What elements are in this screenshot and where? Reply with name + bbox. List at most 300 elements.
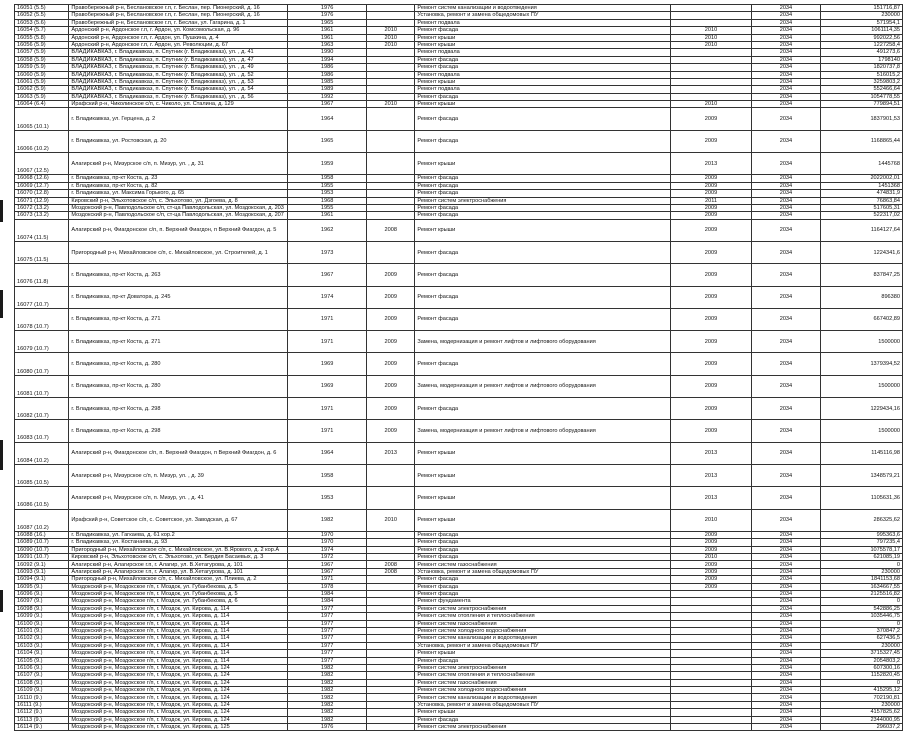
planned-start-cell: 2011 [670,197,751,204]
last-repair-year-cell [367,49,415,56]
work-type-cell: Ремонт подвала [415,19,671,26]
table-row [15,286,903,308]
work-type-cell: Ремонт фасада [415,657,671,664]
row-id-cell: 16073 (13.2) [15,212,69,219]
cost-cell: 415295,12 [820,687,902,694]
address-cell: Ирафский р-н, Чиколинское с/п, с. Чиколо, ул. Сталина, д. 129 [69,101,288,108]
last-repair-year-cell [367,620,415,627]
table-row [15,219,903,241]
build-year-cell: 1967 [288,101,367,108]
scan-edge-mark [0,590,3,612]
planned-start-cell [670,701,751,708]
work-type-cell: Ремонт фасада [415,93,671,100]
work-type-cell: Ремонт крыши [415,78,671,85]
work-type-cell: Ремонт фундамента [415,598,671,605]
build-year-cell: 1965 [288,19,367,26]
planned-end-cell: 2034 [752,687,821,694]
address-cell: Моздокский р-н, Моздокское г/п, г. Моздок, ул. Кирова, д. 114 [69,635,288,642]
planned-end-cell: 2034 [752,672,821,679]
row-id-cell: 16094 (9.1) [15,576,69,583]
planned-start-cell: 2009 [670,583,751,590]
planned-end-cell: 2034 [752,78,821,85]
work-type-cell: Ремонт систем электроснабжения [415,605,671,612]
cost-cell: 1798140 [820,56,902,63]
table-row [15,331,903,353]
cost-cell: 1500000 [820,375,902,397]
work-type-cell: Ремонт систем электроснабжения [415,197,671,204]
build-year-cell: 1958 [288,175,367,182]
build-year-cell: 1964 [288,108,367,130]
address-cell: Алагирский р-н, Фиагдонское с/п, п. Верхний Фиагдон, п Верхний Фиагдон, д. 6 [69,442,288,464]
planned-start-cell: 2009 [670,420,751,442]
work-type-cell: Ремонт крыши [415,34,671,41]
last-repair-year-cell [367,464,415,486]
work-type-cell: Ремонт крыши [415,153,671,175]
last-repair-year-cell [367,56,415,63]
planned-end-cell: 2034 [752,554,821,561]
planned-start-cell: 2013 [670,442,751,464]
planned-end-cell: 2034 [752,175,821,182]
build-year-cell: 1965 [288,130,367,152]
address-cell: Моздокский р-н, Павлодольское с/п, ст-ца Павлодольская, ул. Моздокская, д. 207 [69,212,288,219]
row-id-cell: 16107 (9.) [15,672,69,679]
last-repair-year-cell [367,5,415,12]
table-row [15,175,903,182]
address-cell: Моздокский р-н, Павлодольское с/п, ст-ца Павлодольская, ул. Моздокская, д. 203 [69,204,288,211]
last-repair-year-cell [367,679,415,686]
planned-end-cell: 2034 [752,583,821,590]
table-row [15,101,903,108]
cost-cell: 571954,1 [820,19,902,26]
last-repair-year-cell [367,657,415,664]
planned-start-cell: 2009 [670,398,751,420]
table-row [15,12,903,19]
address-cell: г. Владикавказ, пр-кт Доватора, д. 245 [69,286,288,308]
address-cell: г. Владикавказ, пр-кт Коста, д. 298 [69,420,288,442]
planned-end-cell: 2034 [752,331,821,353]
build-year-cell: 1968 [288,197,367,204]
last-repair-year-cell: 2009 [367,420,415,442]
planned-end-cell: 2034 [752,101,821,108]
cost-cell: 779894,51 [820,101,902,108]
address-cell: г. Владикавказ, ул. Максима Горького, д. 65 [69,190,288,197]
work-type-cell: Ремонт крыши [415,101,671,108]
planned-end-cell: 2034 [752,242,821,264]
last-repair-year-cell: 2010 [367,509,415,531]
table-row [15,687,903,694]
address-cell: Ардонский р-н, Ардонское г.п, г. Ардон, ул. Комсомольская, д. 96 [69,27,288,34]
work-type-cell: Ремонт крыши [415,650,671,657]
table-row [15,679,903,686]
build-year-cell: 1989 [288,86,367,93]
work-type-cell: Ремонт крыши [415,709,671,716]
row-id-cell: 16054 (5.7) [15,27,69,34]
work-type-cell: Ремонт крыши [415,442,671,464]
cost-cell: 517605,31 [820,204,902,211]
last-repair-year-cell [367,724,415,731]
work-type-cell: Ремонт систем электроснабжения [415,664,671,671]
cost-cell: 995363,6 [820,531,902,538]
cost-cell: 1168865,44 [820,130,902,152]
last-repair-year-cell [367,694,415,701]
address-cell: Алагирский р-н, Мизурское с/п, п. Мизур, ул. , д. 41 [69,487,288,509]
work-type-cell: Ремонт фасада [415,286,671,308]
cost-cell: 230000 [820,642,902,649]
planned-start-cell [670,71,751,78]
planned-end-cell: 2034 [752,212,821,219]
build-year-cell: 1967 [288,568,367,575]
build-year-cell: 1961 [288,34,367,41]
cost-cell: 1451368 [820,182,902,189]
last-repair-year-cell: 2009 [367,353,415,375]
work-type-cell: Ремонт фасада [415,108,671,130]
build-year-cell: 1963 [288,41,367,48]
cost-cell: 1152820,45 [820,672,902,679]
row-id-cell: 16091 (10.7) [15,554,69,561]
row-id-cell: 16089 (10.7) [15,539,69,546]
table-row [15,242,903,264]
cost-cell: 1500000 [820,420,902,442]
planned-start-cell: 2010 [670,41,751,48]
cost-cell: 797235,4 [820,539,902,546]
cost-cell: 1105631,36 [820,487,902,509]
address-cell: Алагирский р-н, Алагирское г.п, г. Алагир, ул. В.Хетагурова, д. 101 [69,568,288,575]
table-row [15,130,903,152]
work-type-cell: Ремонт фасада [415,264,671,286]
table-row [15,487,903,509]
cost-cell: 1500000 [820,331,902,353]
build-year-cell: 1971 [288,308,367,330]
build-year-cell: 1973 [288,242,367,264]
planned-start-cell [670,64,751,71]
last-repair-year-cell: 2010 [367,101,415,108]
planned-start-cell [670,19,751,26]
last-repair-year-cell [367,242,415,264]
build-year-cell: 1969 [288,375,367,397]
planned-start-cell: 2009 [670,219,751,241]
last-repair-year-cell [367,64,415,71]
last-repair-year-cell [367,531,415,538]
planned-start-cell: 2009 [670,531,751,538]
table-row [15,672,903,679]
address-cell: Кировский р-н, Эльхотовское с/п, с. Эльхотово, ул. Дзгоева, д. 8 [69,197,288,204]
last-repair-year-cell [367,672,415,679]
planned-start-cell [670,49,751,56]
planned-start-cell: 2009 [670,212,751,219]
planned-end-cell: 2034 [752,716,821,723]
scan-edge-mark [0,290,3,318]
build-year-cell: 1974 [288,546,367,553]
table-row [15,41,903,48]
row-id-cell: 16060 (5.9) [15,71,69,78]
cost-cell: 491273,6 [820,49,902,56]
work-type-cell: Ремонт фасада [415,546,671,553]
row-id-cell: 16067 (12.5) [15,153,69,175]
cost-cell: 667402,89 [820,308,902,330]
row-id-cell: 16096 (9.) [15,590,69,597]
address-cell: Моздокский р-н, Моздокское г/п, г. Моздок, ул. Губанбекова, д. 6 [69,598,288,605]
planned-start-cell [670,605,751,612]
planned-start-cell: 2009 [670,286,751,308]
address-cell: Моздокский р-н, Моздокское г/п, г. Моздок, ул. Кирова, д. 124 [69,672,288,679]
planned-end-cell: 2034 [752,598,821,605]
row-id-cell: 16085 (10.5) [15,464,69,486]
work-type-cell: Ремонт систем отопления и теплоснабжения [415,672,671,679]
work-type-cell: Ремонт крыши [415,464,671,486]
build-year-cell: 1984 [288,598,367,605]
build-year-cell: 1977 [288,657,367,664]
cost-cell: 1634667,55 [820,583,902,590]
address-cell: г. Владикавказ, пр-кт Коста, д. 82 [69,182,288,189]
address-cell: Ардонский р-н, Ардонское г.п, г. Ардон, ул. Пушкина, д. 4 [69,34,288,41]
build-year-cell: 1982 [288,716,367,723]
cost-cell: 1837901,53 [820,108,902,130]
work-type-cell: Ремонт фасада [415,212,671,219]
planned-end-cell: 2034 [752,56,821,63]
row-id-cell: 16109 (9.) [15,687,69,694]
row-id-cell: 16105 (9.) [15,657,69,664]
address-cell: Моздокский р-н, Моздокское г/п, г. Моздок, ул. Губанбекова, д. 5 [69,583,288,590]
table-row [15,78,903,85]
build-year-cell: 1978 [288,583,367,590]
planned-start-cell [670,627,751,634]
row-id-cell: 16092 (9.1) [15,561,69,568]
row-id-cell: 16076 (11.8) [15,264,69,286]
planned-start-cell [670,86,751,93]
row-id-cell: 16075 (11.5) [15,242,69,264]
cost-cell: 474831,9 [820,190,902,197]
table-row [15,190,903,197]
table-row [15,657,903,664]
table-row [15,554,903,561]
build-year-cell: 1986 [288,71,367,78]
table-row [15,375,903,397]
planned-start-cell: 2009 [670,375,751,397]
build-year-cell: 1953 [288,487,367,509]
work-type-cell: Ремонт систем газоснабжения [415,679,671,686]
row-id-cell: 16111 (9.) [15,701,69,708]
work-type-cell: Ремонт систем газоснабжения [415,620,671,627]
work-type-cell: Ремонт фасада [415,576,671,583]
address-cell: Моздокский р-н, Моздокское г/п, г. Моздок, ул. Кирова, д. 124 [69,701,288,708]
work-type-cell: Ремонт подвала [415,49,671,56]
work-type-cell: Ремонт подвала [415,71,671,78]
row-id-cell: 16079 (10.7) [15,331,69,353]
address-cell: г. Владикавказ, ул. Костанаева, д. 93 [69,539,288,546]
last-repair-year-cell [367,19,415,26]
last-repair-year-cell: 2009 [367,308,415,330]
last-repair-year-cell [367,78,415,85]
table-row [15,64,903,71]
table-row [15,509,903,531]
planned-end-cell: 2034 [752,664,821,671]
cost-cell: 1445768 [820,153,902,175]
planned-end-cell: 2034 [752,576,821,583]
row-id-cell: 16088 (16.) [15,531,69,538]
table-row [15,627,903,634]
address-cell: г. Владикавказ, пр-кт Коста, д. 271 [69,331,288,353]
planned-end-cell: 2034 [752,12,821,19]
cost-cell: 1348579,21 [820,464,902,486]
address-cell: г. Владикавказ, ул. Гагкаева, д. 61 кор.2 [69,531,288,538]
build-year-cell: 1977 [288,635,367,642]
planned-start-cell [670,613,751,620]
table-row [15,635,903,642]
row-id-cell: 16084 (10.2) [15,442,69,464]
planned-start-cell [670,635,751,642]
last-repair-year-cell [367,613,415,620]
address-cell: Пригородный р-н, Михайловское с/п, с. Михайловское, ул. Плиева, д. 2 [69,576,288,583]
planned-end-cell: 2034 [752,153,821,175]
last-repair-year-cell [367,554,415,561]
planned-start-cell [670,664,751,671]
last-repair-year-cell: 2008 [367,568,415,575]
planned-end-cell: 2034 [752,657,821,664]
last-repair-year-cell: 2009 [367,264,415,286]
planned-start-cell: 2009 [670,539,751,546]
cost-cell: 0 [820,598,902,605]
last-repair-year-cell: 2008 [367,219,415,241]
planned-end-cell: 2034 [752,182,821,189]
work-type-cell: Замена, модернизация и ремонт лифтов и лифтового оборудования [415,375,671,397]
address-cell: г. Владикавказ, ул. Ростовская, д. 20 [69,130,288,152]
row-id-cell: 16102 (9.) [15,635,69,642]
address-cell: Моздокский р-н, Моздокское г/п, г. Моздок, ул. Кирова, д. 124 [69,664,288,671]
cost-cell: 627436,5 [820,635,902,642]
table-row [15,264,903,286]
row-id-cell: 16093 (9.1) [15,568,69,575]
planned-end-cell: 2034 [752,464,821,486]
work-type-cell: Ремонт фасада [415,130,671,152]
row-id-cell: 16106 (9.) [15,664,69,671]
build-year-cell: 1986 [288,64,367,71]
address-cell: Правобережный р-н, Беслановское г.п, г. Беслан, пер. Пионерский, д. 16 [69,5,288,12]
planned-start-cell: 2009 [670,108,751,130]
build-year-cell: 1971 [288,398,367,420]
last-repair-year-cell [367,12,415,19]
planned-end-cell: 2034 [752,642,821,649]
planned-start-cell: 2010 [670,554,751,561]
address-cell: Правобережный р-н, Беслановское г.п, г. Беслан, пер. Пионерский, д. 16 [69,12,288,19]
planned-start-cell: 2009 [670,242,751,264]
planned-start-cell: 2010 [670,27,751,34]
address-cell: ВЛАДИКАВКАЗ, г. Владикавказ, п. Спутник (г. Владикавказ), ул. , д. 41 [69,49,288,56]
planned-start-cell [670,650,751,657]
build-year-cell: 1976 [288,12,367,19]
last-repair-year-cell [367,576,415,583]
address-cell: г. Владикавказ, пр-кт Коста, д. 280 [69,353,288,375]
planned-end-cell: 2034 [752,724,821,731]
planned-start-cell [670,590,751,597]
last-repair-year-cell [367,635,415,642]
row-id-cell: 16053 (5.6) [15,19,69,26]
work-type-cell: Ремонт фасада [415,175,671,182]
table-row [15,197,903,204]
build-year-cell: 1976 [288,724,367,731]
planned-start-cell: 2009 [670,546,751,553]
table-row [15,701,903,708]
row-id-cell: 16090 (10.7) [15,546,69,553]
table-row [15,716,903,723]
address-cell: Моздокский р-н, Моздокское г/п, г. Моздок, ул. Кирова, д. 125 [69,724,288,731]
table-row [15,204,903,211]
address-cell: Моздокский р-н, Моздокское г/п, г. Моздок, ул. Кирова, д. 124 [69,709,288,716]
build-year-cell: 1977 [288,650,367,657]
planned-end-cell: 2034 [752,190,821,197]
table-row [15,620,903,627]
work-type-cell: Ремонт фасада [415,190,671,197]
build-year-cell: 1982 [288,709,367,716]
cost-cell: 992022,56 [820,34,902,41]
row-id-cell: 16100 (9.) [15,620,69,627]
table-row [15,642,903,649]
table-row [15,49,903,56]
planned-start-cell [670,687,751,694]
address-cell: г. Владикавказ, пр-кт Коста, д. 271 [69,308,288,330]
address-cell: Алагирский р-н, Мизурское с/п, п. Мизур, ул. , д. 39 [69,464,288,486]
planned-end-cell: 2034 [752,561,821,568]
table-row [15,539,903,546]
work-type-cell: Замена, модернизация и ремонт лифтов и лифтового оборудования [415,420,671,442]
last-repair-year-cell [367,664,415,671]
row-id-cell: 16072 (13.2) [15,204,69,211]
last-repair-year-cell [367,701,415,708]
cost-cell: 1035446,75 [820,613,902,620]
planned-start-cell [670,694,751,701]
build-year-cell: 1967 [288,561,367,568]
planned-end-cell: 2034 [752,398,821,420]
address-cell: Ардонский р-н, Ардонское г.п, г. Ардон, ул. Революции, д. 67 [69,41,288,48]
table-row [15,664,903,671]
cost-cell: 1075578,17 [820,546,902,553]
work-type-cell: Ремонт фасада [415,590,671,597]
address-cell: ВЛАДИКАВКАЗ, г. Владикавказ, п. Спутник (г. Владикавказ), ул. , д. 47 [69,56,288,63]
planned-end-cell: 2034 [752,34,821,41]
row-id-cell: 16064 (6.4) [15,101,69,108]
last-repair-year-cell [367,130,415,152]
last-repair-year-cell: 2010 [367,34,415,41]
planned-start-cell: 2009 [670,331,751,353]
table-row [15,464,903,486]
build-year-cell: 1992 [288,93,367,100]
planned-end-cell: 2034 [752,442,821,464]
work-type-cell: Ремонт фасада [415,531,671,538]
planned-end-cell: 2034 [752,86,821,93]
table-row [15,420,903,442]
row-id-cell: 16058 (5.9) [15,56,69,63]
planned-end-cell: 2034 [752,613,821,620]
build-year-cell: 1982 [288,672,367,679]
last-repair-year-cell [367,627,415,634]
planned-end-cell: 2034 [752,19,821,26]
work-type-cell: Ремонт подвала [415,86,671,93]
cost-cell: 286325,62 [820,509,902,531]
planned-end-cell: 2034 [752,108,821,130]
cost-cell: 2125516,82 [820,590,902,597]
work-type-cell: Замена, модернизация и ремонт лифтов и лифтового оборудования [415,331,671,353]
planned-end-cell: 2034 [752,264,821,286]
row-id-cell: 16069 (12.7) [15,182,69,189]
address-cell: Моздокский р-н, Моздокское г/п, г. Моздок, ул. Кирова, д. 124 [69,694,288,701]
cost-cell: 516015,2 [820,71,902,78]
table-row [15,694,903,701]
build-year-cell: 1967 [288,264,367,286]
planned-start-cell: 2009 [670,576,751,583]
planned-start-cell [670,78,751,85]
work-type-cell: Ремонт фасада [415,56,671,63]
address-cell: Моздокский р-н, Моздокское г/п, г. Моздок, ул. Кирова, д. 114 [69,657,288,664]
planned-end-cell: 2034 [752,487,821,509]
